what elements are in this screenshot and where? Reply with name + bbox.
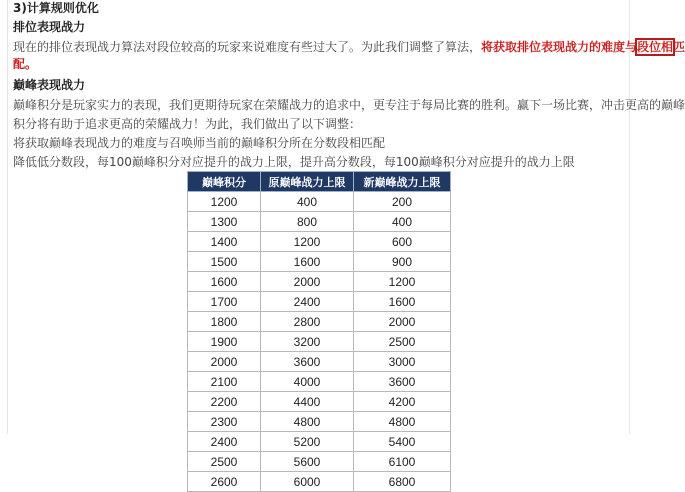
cell-old-power-cap: 2000	[261, 272, 354, 292]
cell-old-power-cap: 3200	[261, 332, 354, 352]
cell-peak-score: 2500	[188, 452, 261, 472]
cell-peak-score: 1300	[188, 212, 261, 232]
cell-new-power-cap: 1200	[354, 272, 451, 292]
cell-new-power-cap: 2000	[354, 312, 451, 332]
cell-peak-score: 1400	[188, 232, 261, 252]
peak-power-table	[187, 171, 451, 492]
table-row	[188, 472, 451, 492]
boxed-highlight-text: 段位相	[637, 40, 674, 54]
paragraph-rank-highlight-text: 将获取排位表现战力的难度与	[481, 40, 638, 54]
cell-old-power-cap: 400	[261, 192, 354, 212]
table-row	[188, 312, 451, 332]
table-row	[188, 272, 451, 292]
cell-new-power-cap: 900	[354, 252, 451, 272]
paragraph-peak-line-1: 巅峰积分是玩家实力的表现，我们更期待玩家在荣耀战力的追求中，更专注于每局比赛的胜利。赢下一场比赛，冲击更高的巅峰	[13, 98, 685, 112]
right-border	[629, 0, 630, 434]
cell-peak-score: 1700	[188, 292, 261, 312]
paragraph-rank-normal-text: 现在的排位表现战力算法对段位较高的玩家来说难度有些过大了。为此我们调整了算法，	[13, 40, 482, 54]
table-row	[188, 232, 451, 252]
table-row	[188, 252, 451, 272]
cell-new-power-cap: 600	[354, 232, 451, 252]
paragraph-rank-line-2: 配。	[13, 57, 38, 71]
adjustment-line-1: 将获取巅峰表现战力的难度与召唤师当前的巅峰积分所在分数段相匹配	[13, 136, 386, 150]
cell-new-power-cap: 5400	[354, 432, 451, 452]
cell-old-power-cap: 4000	[261, 372, 354, 392]
adjustment-line-2: 降低低分数段，每100巅峰积分对应提升的战力上限，提升高分数段，每100巅峰积分对应提升的战力上限	[13, 155, 575, 169]
cell-peak-score: 2200	[188, 392, 261, 412]
cell-old-power-cap: 3600	[261, 352, 354, 372]
cell-peak-score: 1200	[188, 192, 261, 212]
cell-peak-score: 2400	[188, 432, 261, 452]
cell-old-power-cap: 4400	[261, 392, 354, 412]
cell-old-power-cap: 2800	[261, 312, 354, 332]
paragraph-peak-line-2: 积分将有助于追求更高的荣耀战力！为此，我们做出了以下调整：	[13, 117, 362, 131]
cell-peak-score: 1900	[188, 332, 261, 352]
cell-new-power-cap: 6800	[354, 472, 451, 492]
table-row	[188, 332, 451, 352]
table-row	[188, 372, 451, 392]
cell-peak-score: 1600	[188, 272, 261, 292]
cell-old-power-cap: 5600	[261, 452, 354, 472]
cell-peak-score: 1500	[188, 252, 261, 272]
cell-new-power-cap: 1600	[354, 292, 451, 312]
cell-new-power-cap: 6100	[354, 452, 451, 472]
cell-new-power-cap: 2500	[354, 332, 451, 352]
cell-old-power-cap: 6000	[261, 472, 354, 492]
cell-old-power-cap: 1600	[261, 252, 354, 272]
table-row	[188, 352, 451, 372]
section-heading: 3)计算规则优化	[13, 1, 99, 15]
cell-peak-score: 2000	[188, 352, 261, 372]
sub-heading-rank-power: 排位表现战力	[13, 20, 86, 34]
cell-peak-score: 2100	[188, 372, 261, 392]
table-row	[188, 212, 451, 232]
cell-new-power-cap: 4800	[354, 412, 451, 432]
cell-peak-score: 2300	[188, 412, 261, 432]
cell-new-power-cap: 3000	[354, 352, 451, 372]
cell-old-power-cap: 1200	[261, 232, 354, 252]
cell-new-power-cap: 400	[354, 212, 451, 232]
cell-old-power-cap: 2400	[261, 292, 354, 312]
table-row	[188, 412, 451, 432]
header-peak-score: 巅峰积分	[188, 172, 261, 192]
table-row	[188, 292, 451, 312]
header-old-power-cap: 原巅峰战力上限	[261, 172, 354, 192]
cell-new-power-cap: 4200	[354, 392, 451, 412]
paragraph-rank-line-1	[13, 39, 685, 55]
header-new-power-cap: 新巅峰战力上限	[354, 172, 451, 192]
cell-new-power-cap: 3600	[354, 372, 451, 392]
cell-new-power-cap: 200	[354, 192, 451, 212]
table-row	[188, 392, 451, 412]
cell-peak-score: 2600	[188, 472, 261, 492]
table-header-row	[188, 172, 451, 192]
sub-heading-peak-power: 巅峰表现战力	[13, 78, 86, 92]
left-border	[7, 0, 8, 434]
table-row	[188, 192, 451, 212]
cell-old-power-cap: 5200	[261, 432, 354, 452]
table-row	[188, 432, 451, 452]
table-row	[188, 452, 451, 472]
cell-old-power-cap: 4800	[261, 412, 354, 432]
paragraph-rank-highlight-tail: 匹	[673, 40, 685, 54]
cell-peak-score: 1800	[188, 312, 261, 332]
table-body	[188, 192, 451, 492]
cell-old-power-cap: 800	[261, 212, 354, 232]
